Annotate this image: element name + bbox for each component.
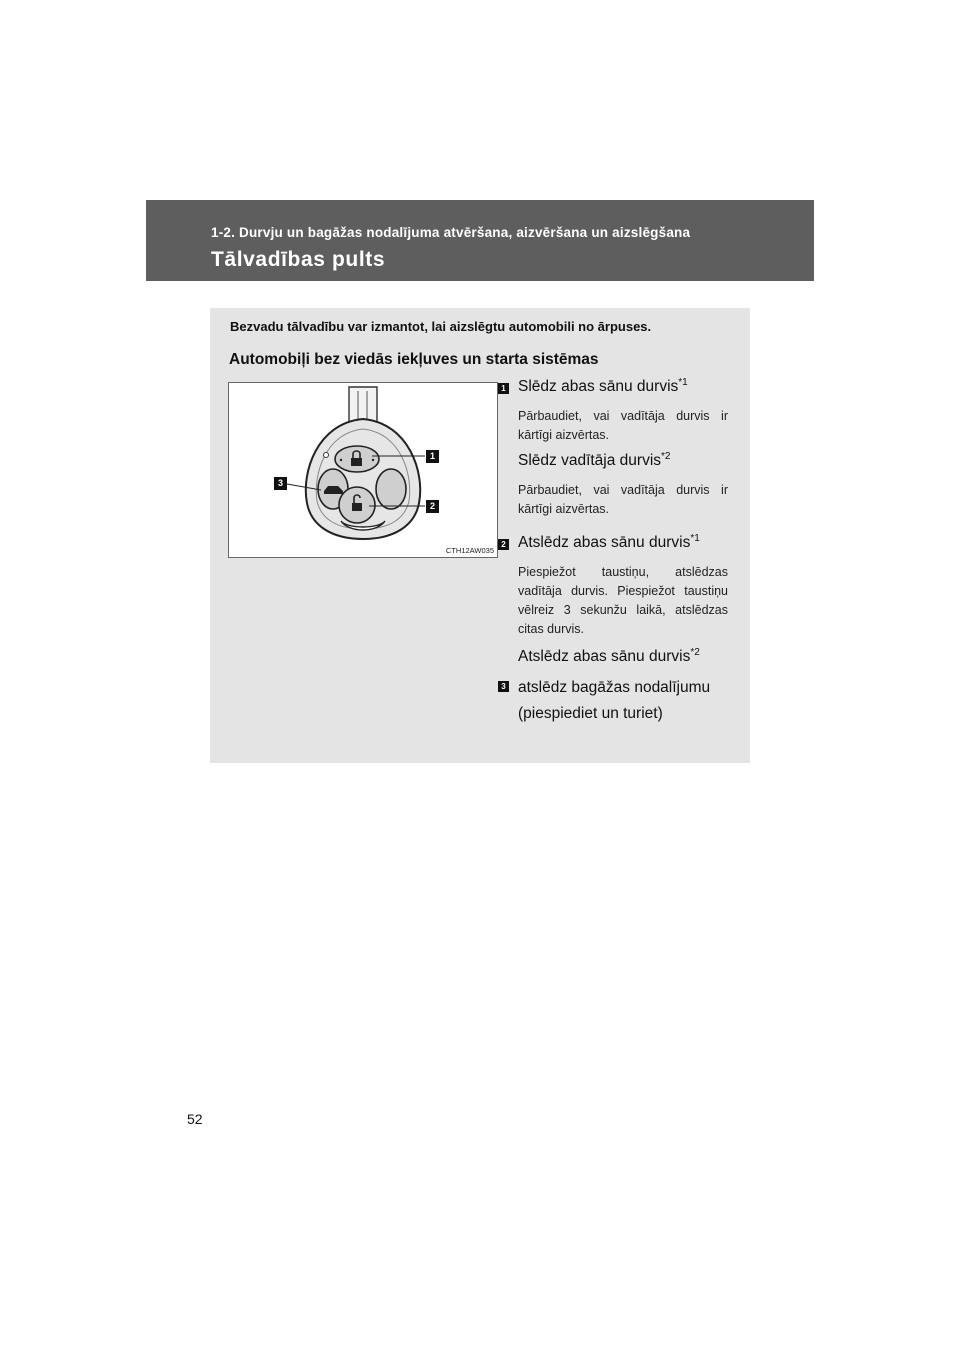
callout-badge-3: 3: [274, 477, 287, 490]
list-item: [498, 675, 728, 727]
intro-text: Bezvadu tālvadību var izmantot, lai aizslēgtu automobili no ārpuses.: [230, 319, 652, 334]
page-number: 52: [187, 1111, 203, 1127]
footnote-mark: *2: [661, 451, 671, 462]
function-description: Pārbaudiet, vai vadītāja durvis ir kārtīgi aizvērtas.: [518, 409, 728, 442]
list-item: [498, 533, 728, 667]
section-header: [146, 200, 814, 281]
function-description: Pārbaudiet, vai vadītāja durvis ir kārtīgi aizvērtas.: [518, 483, 728, 516]
number-badge: 2: [498, 539, 509, 550]
function-text: Slēdz vadītāja durvis: [518, 452, 662, 469]
footnote-mark: *1: [690, 533, 700, 544]
function-text: Slēdz abas sānu durvis: [518, 378, 679, 395]
list-item: [498, 377, 728, 519]
page-title: Tālvadības pults: [211, 248, 386, 271]
remote-key-figure: [228, 382, 498, 558]
function-label: [498, 451, 728, 471]
function-text: Atslēdz abas sānu durvis: [518, 648, 691, 665]
function-label: atslēdz bagāžas nodalījumu (piespiediet un turiet): [518, 679, 711, 722]
figure-code: CTH12AW035: [445, 546, 494, 555]
function-label: [498, 377, 728, 397]
function-label: [498, 533, 728, 553]
function-text: Atslēdz abas sānu durvis: [518, 534, 691, 551]
subheading: Automobiļi bez viedās iekļuves un starta sistēmas: [229, 351, 599, 368]
footnote-mark: *1: [678, 377, 688, 388]
content-panel: [210, 308, 750, 763]
button-descriptions: [498, 377, 728, 727]
function-description: Piespiežot taustiņu, atslēdzas vadītāja durvis. Piespiežot taustiņu vēlreiz 3 sekunžu laikā, atslēdzas citas durvis.: [518, 565, 728, 636]
remote-key-illustration: [229, 383, 497, 557]
section-title: 1-2. Durvju un bagāžas nodalījuma atvēršana, aizvēršana un aizslēgšana: [211, 225, 691, 240]
callout-badge-1: 1: [426, 450, 439, 463]
number-badge: 3: [498, 681, 509, 692]
callout-badge-2: 2: [426, 500, 439, 513]
footnote-mark: *2: [690, 647, 700, 658]
number-badge: 1: [498, 383, 509, 394]
function-label: [498, 647, 728, 667]
